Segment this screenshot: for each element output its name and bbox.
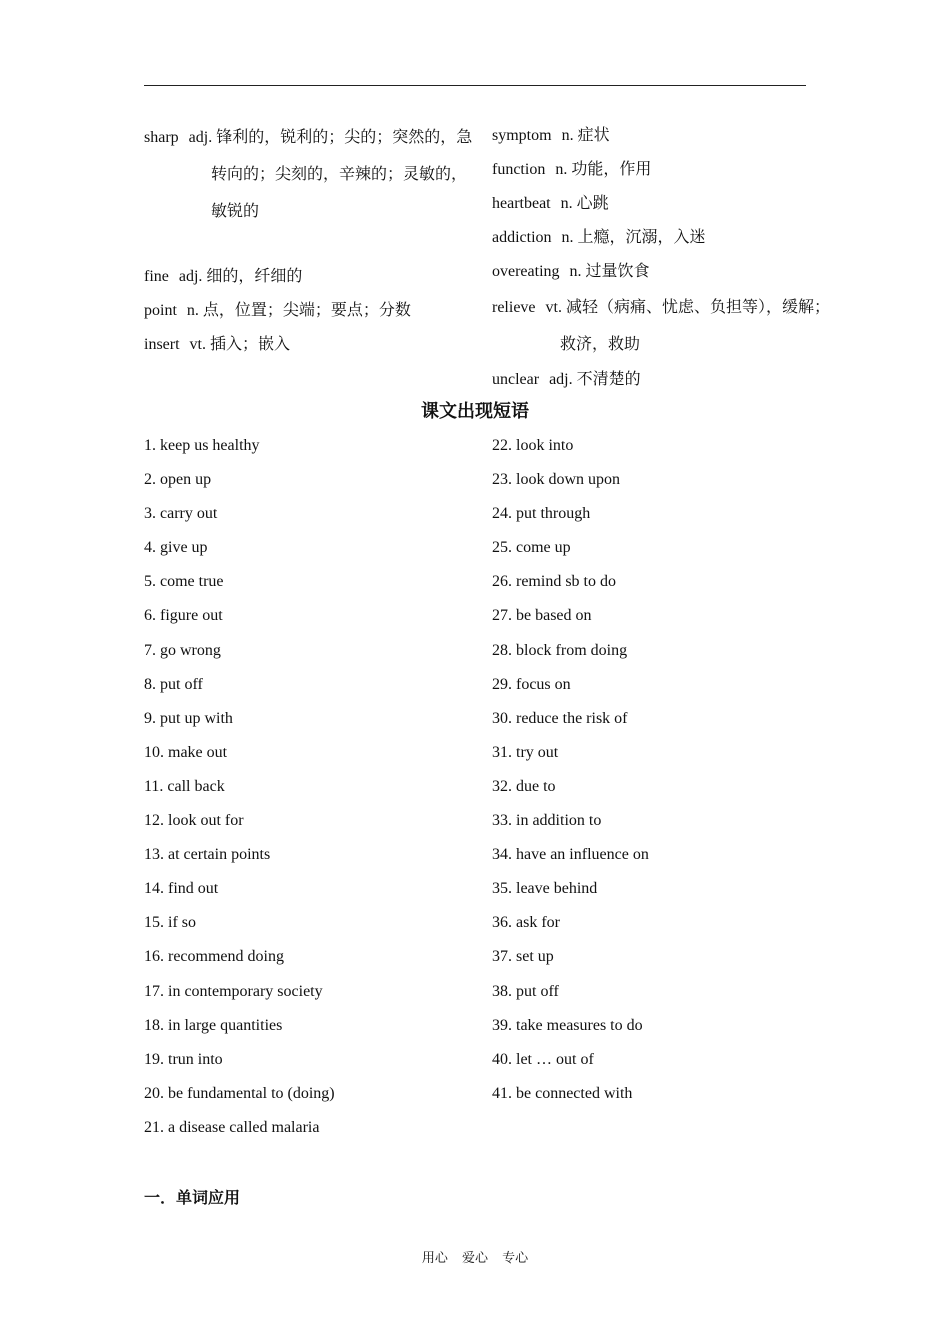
vocab-entry: function n. 功能，作用	[492, 161, 652, 178]
phrase-item: 16. recommend doing	[144, 948, 284, 966]
phrase-item: 40. let … out of	[492, 1050, 594, 1068]
phrase-item: 26. remind sb to do	[492, 573, 616, 591]
phrase-item: 2. open up	[144, 471, 212, 489]
phrase-item: 14. find out	[144, 880, 219, 898]
phrase-item: 25. come up	[492, 539, 571, 557]
phrase-item: 4. give up	[144, 539, 208, 557]
phrase-item: 23. look down upon	[492, 471, 620, 489]
vocab-column-left	[144, 119, 474, 362]
phrase-item: 29. focus on	[492, 675, 571, 693]
vocab-entry: heartbeat n. 心跳	[492, 195, 609, 212]
phrase-item: 27. be based on	[492, 607, 592, 625]
vocab-entry: unclear adj. 不清楚的	[492, 371, 641, 388]
phrase-item: 34. have an influence on	[492, 846, 649, 864]
phrase-item: 7. go wrong	[144, 641, 221, 659]
phrase-list-left	[144, 429, 474, 1145]
phrase-item: 41. be connected with	[492, 1084, 633, 1102]
phrase-item: 6. figure out	[144, 607, 223, 625]
phrase-item: 20. be fundamental to (doing)	[144, 1084, 335, 1102]
phrase-item: 36. ask for	[492, 914, 560, 932]
phrase-item: 1. keep us healthy	[144, 437, 260, 454]
phrase-item: 35. leave behind	[492, 880, 598, 898]
phrase-item: 33. in addition to	[492, 812, 602, 830]
phrase-item: 12. look out for	[144, 812, 244, 830]
phrase-item: 8. put off	[144, 675, 203, 693]
vocab-entry: addiction n. 上瘾，沉溺，入迷	[492, 229, 706, 246]
phrase-item: 17. in contemporary society	[144, 982, 323, 1000]
section-title: 课文出现短语	[421, 401, 529, 422]
phrase-item: 31. try out	[492, 743, 559, 761]
phrase-item: 38. put off	[492, 982, 559, 1000]
phrase-item: 24. put through	[492, 505, 591, 523]
vocab-entry: relieve vt. 减轻（病痛、忧虑、负担等），缓解；救济，救助	[492, 299, 830, 353]
phrase-item: 21. a disease called malaria	[144, 1118, 320, 1136]
phrase-item: 37. set up	[492, 948, 554, 966]
vocab-entry: point n. 点，位置；尖端；要点；分数	[144, 302, 411, 319]
vocab-entry: sharp adj. 锋利的，锐利的；尖的；突然的，急转向的；尖刻的，辛辣的；灵敏的，敏锐的	[144, 129, 473, 220]
phrase-item: 13. at certain points	[144, 846, 271, 864]
phrase-item: 9. put up with	[144, 709, 233, 727]
phrase-item: 11. call back	[144, 777, 225, 795]
phrase-item: 3. carry out	[144, 505, 218, 523]
phrase-item: 15. if so	[144, 914, 196, 932]
phrase-item: 32. due to	[492, 777, 556, 795]
phrase-item: 19. trun into	[144, 1050, 223, 1068]
vocab-entry: overeating n. 过量饮食	[492, 263, 650, 280]
phrase-item: 39. take measures to do	[492, 1016, 643, 1034]
phrase-list-right	[492, 429, 822, 1111]
phrase-item: 5. come true	[144, 573, 224, 591]
phrase-item: 10. make out	[144, 743, 228, 761]
vocab-entry: insert vt. 插入；嵌入	[144, 336, 291, 353]
phrase-item: 18. in large quantities	[144, 1016, 283, 1034]
page-footer: 用心 爱心 专心	[421, 1251, 529, 1266]
vocab-column-right	[492, 119, 832, 397]
phrase-item: 28. block from doing	[492, 641, 628, 659]
exercise-heading: 一．单词应用	[144, 1188, 241, 1207]
vocab-entry: symptom n. 症状	[492, 127, 610, 144]
phrase-item: 30. reduce the risk of	[492, 709, 628, 727]
phrase-item: 22. look into	[492, 437, 574, 454]
vocab-entry: fine adj. 细的，纤细的	[144, 268, 303, 285]
header-rule	[144, 85, 806, 86]
